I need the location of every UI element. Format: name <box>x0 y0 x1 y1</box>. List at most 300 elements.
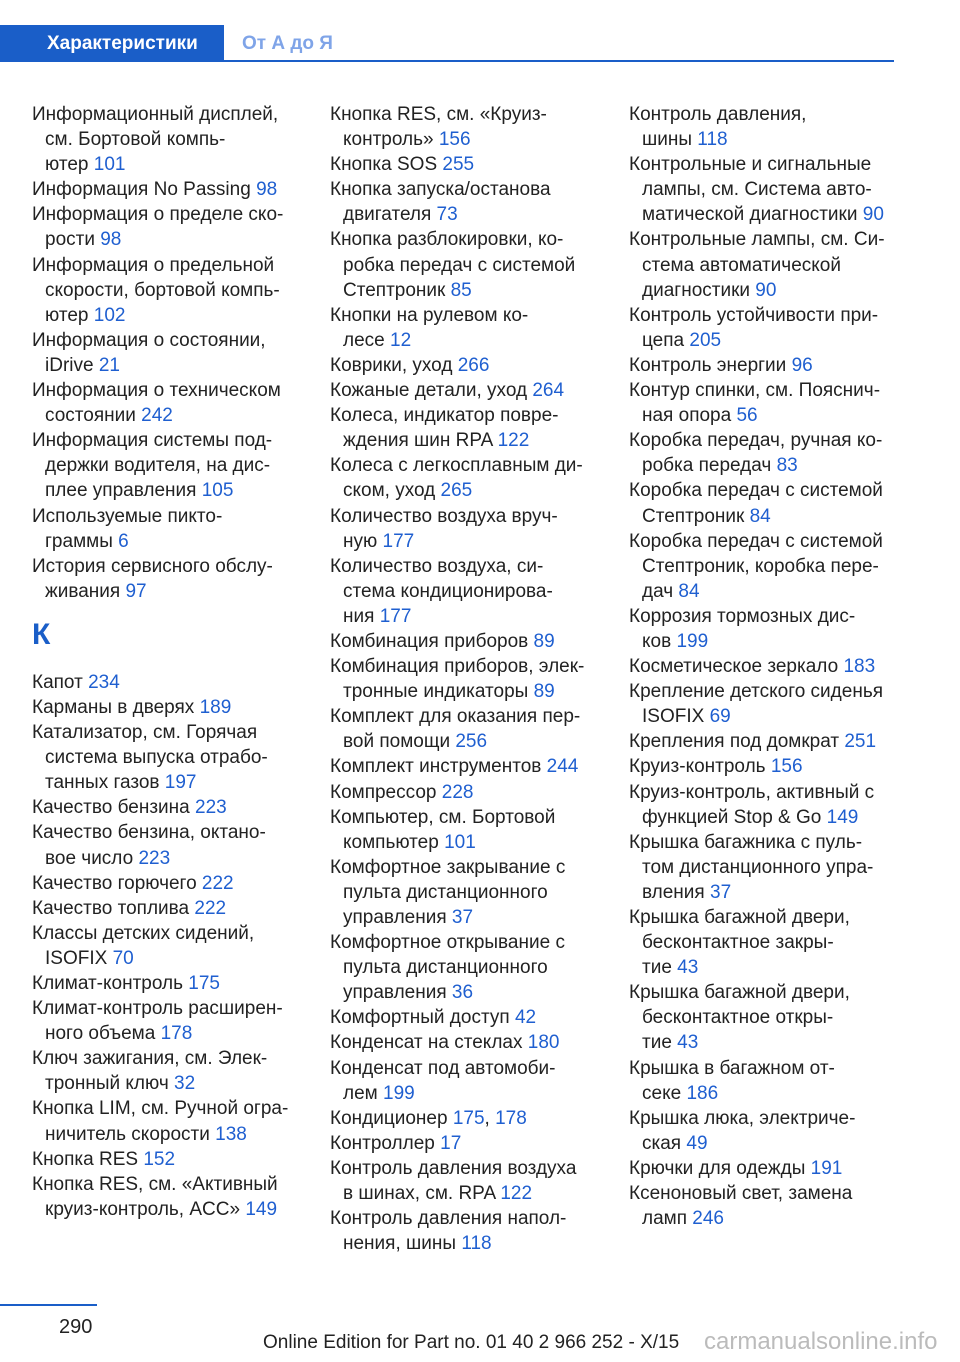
entry-text: Качество топлива <box>32 897 190 919</box>
page-link[interactable]: 242 <box>141 405 173 427</box>
entry-line <box>629 1056 929 1081</box>
entry-text: Контроль устойчивости при- <box>629 304 879 326</box>
entry-line <box>32 770 322 795</box>
entry-text: Количество воздуха, си- <box>330 555 544 577</box>
index-entry <box>629 729 929 754</box>
entry-line <box>32 1046 322 1071</box>
entry-line <box>32 177 322 202</box>
entry-line <box>629 654 929 679</box>
page-link[interactable]: 199 <box>676 630 709 652</box>
edition-note: Online Edition for Part no. 01 40 2 966 252 - X/15 <box>263 1332 680 1353</box>
entry-line <box>330 227 620 252</box>
page-link[interactable]: 255 <box>442 154 475 176</box>
page-link[interactable]: 98 <box>100 229 122 251</box>
page-link[interactable]: 223 <box>195 797 227 819</box>
entry-line: Кондиционер 175, 178 <box>330 1107 527 1129</box>
entry-line <box>32 1172 322 1197</box>
entry-text: Кнопка запуска/останова <box>330 179 551 201</box>
entry-line <box>32 1096 322 1121</box>
entry-line <box>330 177 620 202</box>
index-column-3 <box>629 102 929 1231</box>
entry-line <box>629 1030 929 1055</box>
entry-line <box>32 971 322 996</box>
entry-text: Конденсат на стеклах <box>330 1032 523 1054</box>
index-column-1 <box>32 102 322 1222</box>
entry-text: система выпуска отрабо- <box>45 747 268 769</box>
entry-line <box>330 654 620 679</box>
index-entry <box>32 378 322 428</box>
entry-line <box>32 353 322 378</box>
page-link[interactable]: 244 <box>546 756 579 778</box>
entry-line <box>330 403 620 428</box>
entry-line <box>330 1131 620 1156</box>
entry-text: Крышка багажной двери, <box>629 907 850 928</box>
page-link[interactable]: 246 <box>692 1208 724 1230</box>
page-link[interactable]: 264 <box>532 380 565 402</box>
entry-line <box>629 453 929 478</box>
page-link[interactable]: 152 <box>143 1148 176 1170</box>
entry-line <box>32 1021 322 1046</box>
page-link[interactable]: 84 <box>749 505 771 527</box>
entry-line <box>629 679 929 704</box>
entry-text: Кнопка RES, см. «Круиз- <box>330 104 547 125</box>
page-link[interactable]: 43 <box>677 1032 699 1054</box>
entry-text: Ключ зажигания, см. Элек- <box>32 1048 268 1070</box>
entry-line <box>330 453 620 478</box>
entry-line <box>629 353 929 378</box>
index-entry <box>32 820 322 870</box>
entry-line <box>629 1181 929 1206</box>
entry-text: Стептроник <box>642 505 745 527</box>
entry-line <box>629 303 929 328</box>
entry-line <box>330 930 620 955</box>
page-link[interactable]: 37 <box>710 881 732 903</box>
page-link[interactable]: 122 <box>497 430 530 452</box>
entry-text: Компьютер, см. Бортовой <box>330 806 556 828</box>
page-link[interactable]: 70 <box>112 947 134 969</box>
entry-text: Комфортный доступ <box>330 1007 510 1029</box>
page-link[interactable]: 265 <box>440 480 473 502</box>
entry-text: Косметическое зеркало <box>629 656 839 678</box>
entry-text: Коррозия тормозных дис- <box>629 605 856 627</box>
entry-text: вой помощи <box>343 731 451 753</box>
page-link[interactable]: 199 <box>383 1082 415 1104</box>
entry-text: бесконтактное откры- <box>642 1007 834 1029</box>
page-link[interactable]: 36 <box>451 982 474 1004</box>
entry-text: ждения шин RPA <box>343 430 493 452</box>
page-link[interactable]: 43 <box>677 957 699 979</box>
entry-text: Контрольные лампы, см. Си- <box>629 229 885 251</box>
index-entry <box>32 695 322 720</box>
page-link[interactable]: 101 <box>93 154 126 176</box>
entry-text: Классы детских сидений, <box>32 922 255 944</box>
entry-line <box>330 729 620 754</box>
index-entry <box>629 1181 929 1231</box>
page-link[interactable]: 105 <box>201 480 234 502</box>
entry-line <box>32 720 322 745</box>
entry-text: в шинах, см. RPA <box>343 1183 496 1205</box>
entry-line <box>32 1122 322 1147</box>
entry-text: Стептроник <box>343 279 446 301</box>
entry-line <box>330 504 620 529</box>
entry-text: История сервисного обслу- <box>32 555 273 577</box>
index-entry <box>330 504 620 554</box>
index-entry <box>330 453 620 503</box>
entry-text: Коробка передач с системой <box>629 480 883 502</box>
page-link[interactable]: 17 <box>440 1132 462 1154</box>
entry-line <box>629 403 929 428</box>
entry-line <box>629 227 929 252</box>
entry-text: плее управления <box>45 480 197 502</box>
page-link[interactable]: 205 <box>689 329 722 351</box>
entry-line <box>32 303 322 328</box>
entry-line <box>330 428 620 453</box>
page-link[interactable]: 180 <box>527 1032 560 1054</box>
page-link[interactable]: 85 <box>450 279 472 301</box>
entry-line <box>629 253 929 278</box>
index-entry <box>330 227 620 302</box>
page-link[interactable]: 222 <box>201 872 234 894</box>
index-entry <box>330 403 620 453</box>
entry-line <box>629 1081 929 1106</box>
index-entry <box>629 604 929 654</box>
entry-text: Крепление детского сиденья <box>629 681 884 703</box>
index-entry <box>32 971 322 996</box>
index-entry <box>32 202 322 252</box>
entry-text: Контрольные и сигнальные <box>629 154 872 176</box>
entry-line <box>330 303 620 328</box>
index-entry <box>629 227 929 302</box>
entry-text: Коробка передач с системой <box>629 530 883 552</box>
page-link[interactable]: 156 <box>438 129 471 151</box>
entry-line <box>330 1206 620 1231</box>
index-entry <box>330 152 620 177</box>
entry-text: вое число <box>45 847 134 869</box>
page-link[interactable]: 73 <box>436 204 458 226</box>
entry-text: рости <box>45 229 95 251</box>
entry-text: держки водителя, на дис- <box>45 455 271 477</box>
entry-text: дач <box>642 580 674 602</box>
index-entry <box>330 1131 620 1156</box>
entry-text: тие <box>642 1032 672 1054</box>
entry-text: ков <box>642 630 672 652</box>
page-link[interactable]: 175 <box>452 1107 485 1129</box>
tab-a-to-z[interactable]: От А до Я <box>242 33 333 54</box>
page-link[interactable]: 101 <box>444 831 476 853</box>
page-link[interactable]: 197 <box>164 772 197 794</box>
page-link[interactable]: 97 <box>125 580 147 602</box>
entry-text: Контроль давления, <box>629 104 807 125</box>
index-entry <box>629 102 929 152</box>
entry-text: Катализатор, см. Горячая <box>32 722 258 744</box>
page-link[interactable]: 122 <box>500 1183 533 1205</box>
page-link[interactable]: 56 <box>736 405 758 427</box>
page-link[interactable]: 37 <box>451 907 474 928</box>
index-entry <box>32 328 322 378</box>
page-link[interactable]: 89 <box>533 681 555 703</box>
entry-line <box>629 905 929 930</box>
page-link[interactable]: 178 <box>160 1023 193 1045</box>
index-entry <box>330 303 620 353</box>
index-entry <box>629 478 929 528</box>
index-entry <box>629 353 929 378</box>
page-link[interactable]: 149 <box>826 806 859 828</box>
entry-text: Кожаные детали, уход <box>330 380 528 402</box>
entry-text: Крючки для одежды <box>629 1157 806 1179</box>
entry-text: Колеса с легкосплавным ди- <box>330 455 583 477</box>
entry-line <box>32 579 322 604</box>
entry-line <box>32 946 322 971</box>
index-entry <box>330 1156 620 1206</box>
index-entry <box>330 629 620 654</box>
entry-line <box>330 1081 620 1106</box>
entry-text: управления <box>343 982 447 1004</box>
page-link[interactable]: 256 <box>455 731 488 753</box>
entry-text: Кнопки на рулевом ко- <box>330 304 529 326</box>
entry-line <box>629 177 929 202</box>
entry-line <box>330 679 620 704</box>
page-link[interactable]: 156 <box>770 756 803 778</box>
entry-line <box>32 328 322 353</box>
entry-line <box>32 1071 322 1096</box>
entry-line <box>330 629 620 654</box>
entry-line <box>32 378 322 403</box>
index-entry <box>629 1156 929 1181</box>
entry-text: ная опора <box>642 405 732 427</box>
page-link[interactable]: 32 <box>174 1073 196 1095</box>
tab-characteristics[interactable]: Характеристики <box>0 25 224 62</box>
page-link[interactable]: 222 <box>194 897 227 919</box>
page-number: 290 <box>59 1316 93 1338</box>
entry-line <box>32 127 322 152</box>
index-entry <box>32 253 322 328</box>
entry-text: Контроллер <box>330 1132 435 1154</box>
page-link[interactable]: 49 <box>686 1132 708 1154</box>
entry-line <box>330 378 620 403</box>
index-entry <box>629 1056 929 1106</box>
entry-line <box>629 955 929 980</box>
entry-text: Кнопка SOS <box>330 154 438 176</box>
page-link[interactable]: 118 <box>461 1233 492 1255</box>
index-entry <box>330 805 620 855</box>
entry-line <box>32 152 322 177</box>
index-entry <box>330 353 620 378</box>
page-link[interactable]: 138 <box>215 1123 247 1145</box>
entry-text: Контроль давления напол- <box>330 1208 567 1230</box>
page-link[interactable]: 83 <box>776 455 798 477</box>
entry-text: Коврики, уход <box>330 354 453 376</box>
entry-text: Колеса, индикатор повре- <box>330 405 559 427</box>
page-link[interactable]: 118 <box>697 129 728 151</box>
page-link[interactable]: 98 <box>256 179 278 201</box>
entry-text: функцией Stop & Go <box>642 806 822 828</box>
entry-text: Информация о пределе ско- <box>32 204 284 226</box>
entry-line <box>330 1156 620 1181</box>
page-link[interactable]: 84 <box>678 580 700 602</box>
index-entry <box>32 1046 322 1096</box>
entry-line <box>330 780 620 805</box>
entry-text: Коробка передач, ручная ко- <box>629 430 883 452</box>
entry-line <box>330 754 620 779</box>
entry-text: том дистанционного упра- <box>642 856 874 878</box>
entry-text: нения, шины <box>343 1233 457 1255</box>
page-link[interactable]: 175 <box>188 973 220 994</box>
entry-line <box>629 1156 929 1181</box>
entry-text: ния <box>343 605 375 627</box>
entry-line <box>629 1131 929 1156</box>
entry-line <box>629 930 929 955</box>
entry-text: ламп <box>642 1208 688 1230</box>
entry-line <box>330 554 620 579</box>
entry-text: Контур спинки, см. Пояснич- <box>629 380 881 402</box>
entry-text: круиз-контроль, ACC» <box>45 1198 241 1220</box>
entry-text: робка передач <box>642 455 772 477</box>
index-entry <box>330 1005 620 1030</box>
index-entry <box>330 177 620 227</box>
entry-line <box>629 1206 929 1231</box>
entry-text: Круиз-контроль, активный с <box>629 781 875 803</box>
entry-line <box>629 202 929 227</box>
page-link[interactable]: 177 <box>379 605 412 627</box>
entry-line <box>330 202 620 227</box>
page-link[interactable]: 21 <box>98 354 120 376</box>
index-entry <box>629 980 929 1055</box>
page-link[interactable]: 186 <box>686 1082 719 1104</box>
watermark: carmanualsonline.info <box>704 1328 938 1355</box>
page-link[interactable]: 42 <box>514 1007 537 1029</box>
index-entry <box>330 780 620 805</box>
entry-text: Климат-контроль расширен- <box>32 998 283 1020</box>
entry-line <box>629 102 929 127</box>
entry-text: Качество бензина, октано- <box>32 822 266 844</box>
entry-text: Кондиционер <box>330 1107 448 1129</box>
entry-text: танных газов <box>45 772 160 794</box>
index-entry <box>629 830 929 905</box>
entry-line <box>32 996 322 1021</box>
entry-text: Информация о предельной <box>32 254 275 276</box>
page-link[interactable]: 96 <box>791 354 813 376</box>
entry-line <box>629 504 929 529</box>
page-link[interactable]: 89 <box>533 630 555 652</box>
index-entry <box>629 754 929 779</box>
entry-line <box>330 855 620 880</box>
index-entry <box>32 428 322 503</box>
index-entry <box>32 177 322 202</box>
entry-line <box>32 453 322 478</box>
page-link[interactable]: 234 <box>88 671 120 693</box>
entry-text: робка передач с системой <box>343 254 576 276</box>
entry-line <box>32 253 322 278</box>
entry-line <box>32 504 322 529</box>
page-link[interactable]: 183 <box>843 656 876 678</box>
entry-line <box>330 278 620 303</box>
header-divider <box>224 60 894 62</box>
entry-text: ного объема <box>45 1023 156 1045</box>
page-link[interactable]: 266 <box>457 354 490 376</box>
entry-line <box>629 604 929 629</box>
page-link[interactable]: 178 <box>495 1107 527 1129</box>
entry-line <box>32 428 322 453</box>
entry-line <box>32 554 322 579</box>
entry-text: бесконтактное закры- <box>642 932 834 954</box>
index-entry <box>32 1172 322 1222</box>
entry-text: Климат-контроль <box>32 973 183 994</box>
entry-text: Контроль энергии <box>629 354 787 376</box>
index-entry <box>629 378 929 428</box>
entry-text: лем <box>343 1082 378 1104</box>
entry-line <box>330 529 620 554</box>
entry-line <box>629 1106 929 1131</box>
entry-text: Кнопка RES <box>32 1148 139 1170</box>
entry-text: лесе <box>343 329 385 351</box>
entry-text: Комплект инструментов <box>330 756 542 778</box>
page-link[interactable]: 12 <box>390 329 412 351</box>
entry-line <box>629 127 929 152</box>
entry-text: ISOFIX <box>642 706 705 728</box>
index-entry <box>629 1106 929 1156</box>
index-entry <box>32 996 322 1046</box>
index-entry <box>629 679 929 729</box>
page-link[interactable]: 102 <box>93 304 126 326</box>
entry-line <box>629 855 929 880</box>
index-entry <box>330 754 620 779</box>
entry-line <box>32 846 322 871</box>
entry-text: Карманы в дверях <box>32 696 195 718</box>
entry-line <box>629 780 929 805</box>
page-link[interactable]: 90 <box>755 279 777 301</box>
page-link[interactable]: 177 <box>382 530 415 552</box>
entry-text: Информационный дисплей, <box>32 104 279 125</box>
entry-text: тронный ключ <box>45 1073 169 1095</box>
page-link[interactable]: 228 <box>441 781 474 803</box>
entry-line <box>330 980 620 1005</box>
entry-text: пульта дистанционного <box>343 881 548 903</box>
entry-line <box>32 921 322 946</box>
entry-line <box>629 754 929 779</box>
entry-text: Крышка люка, электриче- <box>629 1107 856 1129</box>
page-link[interactable]: 69 <box>709 706 731 728</box>
entry-text: Крышка багажника с пуль- <box>629 831 863 853</box>
entry-line <box>32 745 322 770</box>
index-entry <box>32 921 322 971</box>
page-link[interactable]: 90 <box>862 204 884 226</box>
entry-line <box>330 478 620 503</box>
entry-text: шины <box>642 129 693 151</box>
page-link[interactable]: 189 <box>199 696 232 718</box>
index-entry <box>32 871 322 896</box>
entry-line <box>32 403 322 428</box>
entry-line <box>330 1005 620 1030</box>
entry-line <box>32 795 322 820</box>
entry-text: Информация No Passing <box>32 179 251 201</box>
page-link[interactable]: 191 <box>810 1157 843 1179</box>
entry-line <box>330 1056 620 1081</box>
page-link[interactable]: 223 <box>138 847 171 869</box>
entry-text: Крышка в багажном от- <box>629 1057 835 1079</box>
entry-text: ская <box>642 1132 682 1154</box>
entry-text: Капот <box>32 671 83 693</box>
entry-line <box>330 152 620 177</box>
entry-line <box>629 629 929 654</box>
page-link[interactable]: 149 <box>245 1198 278 1220</box>
entry-line <box>330 328 620 353</box>
entry-line <box>629 830 929 855</box>
page-link[interactable]: 251 <box>844 731 877 753</box>
entry-text: Кнопка RES, см. «Активный <box>32 1173 278 1195</box>
entry-text: скорости, бортовой компь- <box>45 279 280 301</box>
page-link[interactable]: 6 <box>118 530 129 552</box>
index-column-2 <box>330 102 620 1256</box>
